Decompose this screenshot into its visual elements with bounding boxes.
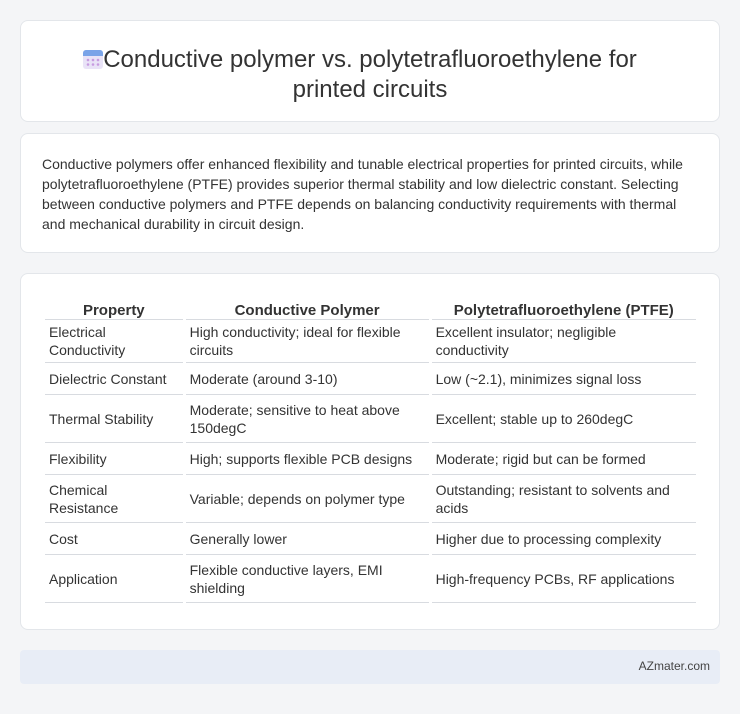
page-title-line2: printed circuits <box>292 76 448 103</box>
table-row <box>45 555 696 603</box>
table-cell: Outstanding; resistant to solvents and acids <box>432 475 696 523</box>
table-row <box>45 363 696 395</box>
comparison-card <box>20 273 720 630</box>
header-property: Property <box>45 296 183 320</box>
table-cell: High; supports flexible PCB designs <box>186 443 429 475</box>
table-cell: High conductivity; ideal for flexible circuits <box>186 320 429 363</box>
table-cell: Excellent; stable up to 260degC <box>432 395 696 443</box>
title-card <box>20 20 720 122</box>
table-cell: Dielectric Constant <box>45 363 183 395</box>
table-row <box>45 443 696 475</box>
table-cell: Moderate (around 3-10) <box>186 363 429 395</box>
table-cell: Cost <box>45 523 183 555</box>
table-row <box>45 523 696 555</box>
table-cell: Electrical Conductivity <box>45 320 183 363</box>
table-cell: Moderate; sensitive to heat above 150degC <box>186 395 429 443</box>
table-cell: Thermal Stability <box>45 395 183 443</box>
table-header-row <box>45 296 696 320</box>
table-cell: Flexible conductive layers, EMI shielding <box>186 555 429 603</box>
header-ptfe: Polytetrafluoroethylene (PTFE) <box>432 296 696 320</box>
footer-site-label: AZmater.com <box>638 659 710 673</box>
table-row <box>45 395 696 443</box>
table-cell: Variable; depends on polymer type <box>186 475 429 523</box>
table-cell: Generally lower <box>186 523 429 555</box>
table-cell: Higher due to processing complexity <box>432 523 696 555</box>
table-cell: Application <box>45 555 183 603</box>
summary-card <box>20 133 720 253</box>
table-row <box>45 320 696 363</box>
table-cell: High-frequency PCBs, RF applications <box>432 555 696 603</box>
footer-bar <box>20 650 720 684</box>
table-cell: Excellent insulator; negligible conductivity <box>432 320 696 363</box>
table-cell: Flexibility <box>45 443 183 475</box>
page-title-line1: Conductive polymer vs. polytetrafluoroethylene for <box>103 46 637 73</box>
header-conductive-polymer: Conductive Polymer <box>186 296 429 320</box>
table-cell: Low (~2.1), minimizes signal loss <box>432 363 696 395</box>
table-cell: Moderate; rigid but can be formed <box>432 443 696 475</box>
summary-text: Conductive polymers offer enhanced flexibility and tunable electrical properties for printed circuits, while polytetrafluoroethylene (PTFE) provides superior thermal stability and low dielectric constant. Selecting between conductive polymers and PTFE depends on balancing conductivity requirements with thermal and mechanical durability in circuit design. <box>42 156 683 232</box>
table-cell: Chemical Resistance <box>45 475 183 523</box>
comparison-table <box>42 296 699 603</box>
table-row <box>45 475 696 523</box>
page-title <box>21 45 719 105</box>
